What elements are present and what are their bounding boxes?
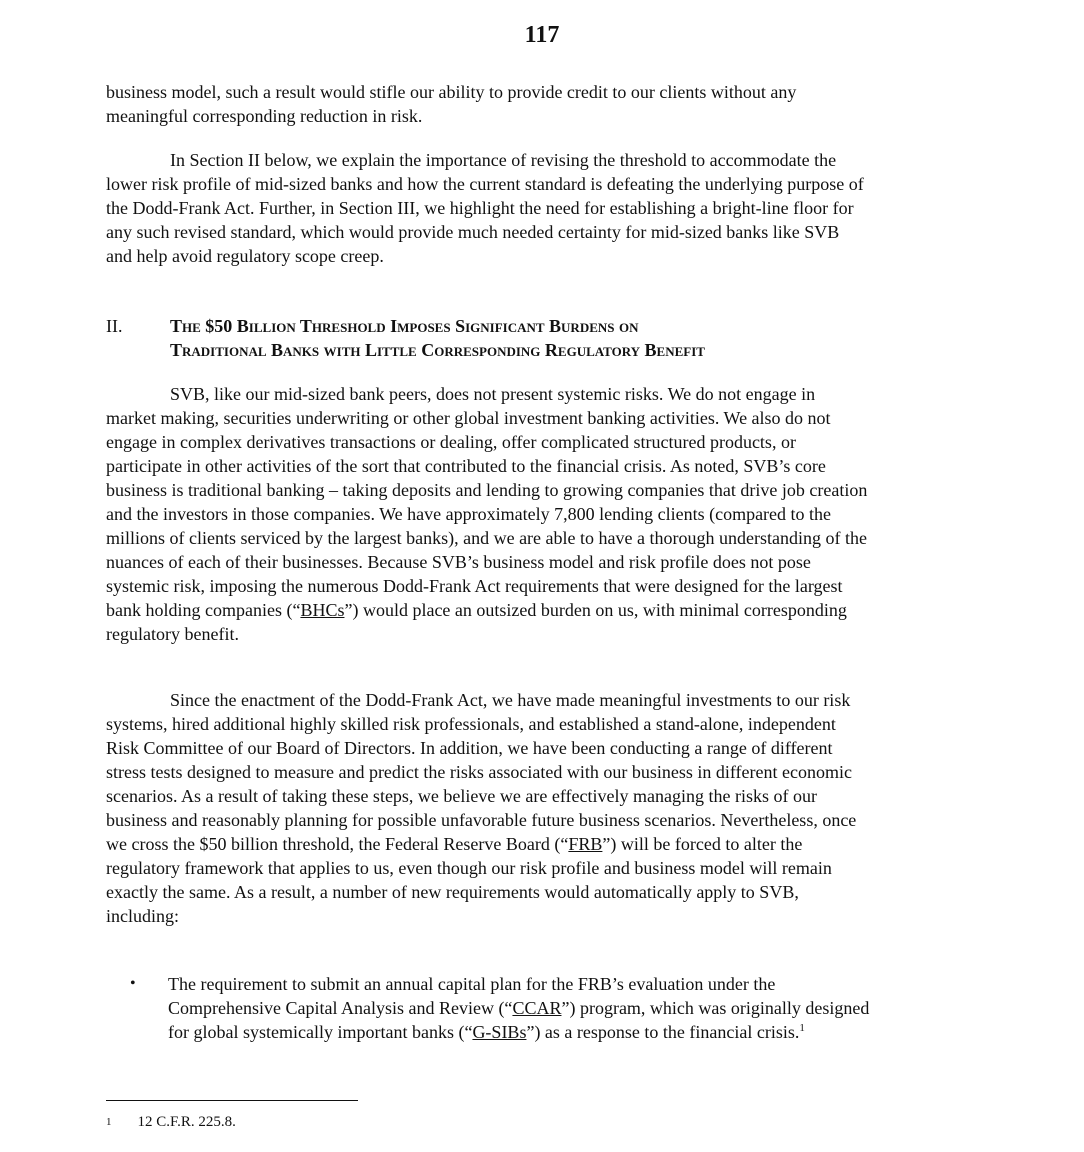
paragraph-1: business model, such a result would stifle our ability to provide credit to our clients without any meaningful corresponding reduction in risk. [106, 82, 797, 126]
bullet-item-1 [130, 972, 870, 1044]
bullet-dot-icon: • [130, 975, 136, 992]
bullet-text-a: The requirement to submit an annual capital plan for the FRB’s evaluation under the Comprehensive Capital Analysis and Review (“ [168, 974, 776, 1018]
footnote-1 [106, 1112, 236, 1132]
paragraph-4-text-a: Since the enactment of the Dodd-Frank Act, we have made meaningful investments to our risk systems, hired additional highly skilled risk professionals, and established a stand-alone, independent Risk Committee of our Board of Directors. In addition, we have been conducting a range of different stress tests designed to measure and predict the risks associated with our business in different economic scenarios. As a result of taking these steps, we believe we are effectively managing the risks of our business and reasonably planning for possible unfavorable future business scenarios. Nevertheless, once we cross the $50 billion threshold, the Federal Reserve Board (“ [106, 690, 857, 854]
section-number: II. [106, 316, 123, 336]
section-title-line-1: The $50 Billion Threshold Imposes Significant Burdens on [170, 316, 639, 336]
bullet-text-b: ”) program, which was originally designed for global systemically important banks (“ [168, 998, 870, 1042]
footnote-divider [106, 1100, 358, 1101]
footnote-number: 1 [106, 1116, 112, 1128]
section-heading [106, 314, 886, 362]
defined-term-bhcs: BHCs [300, 600, 345, 620]
paragraph-2: In Section II below, we explain the importance of revising the threshold to accommodate the lower risk profile of mid-sized banks and how the current standard is defeating the underlying purpose of the Dodd-Frank Act. Further, in Section III, we highlight the need for establishing a bright-line floor for any such revised standard, which would provide much needed certainty for mid-sized banks like SVB and help avoid regulatory scope creep. [106, 150, 864, 266]
defined-term-frb: FRB [568, 834, 603, 854]
paragraph-4 [106, 688, 868, 928]
defined-term-ccar: CCAR [512, 998, 562, 1018]
page-number: 117 [524, 22, 560, 48]
paragraph-4-text-b: ”) will be forced to alter the regulatory framework that applies to us, even though our risk profile and business model will remain exactly the same. As a result, a number of new requirements would automatically apply to SVB, including: [106, 834, 832, 926]
bullet-text-c: ”) as a response to the financial crisis. [526, 1022, 800, 1042]
footnote-text: 12 C.F.R. 225.8. [137, 1114, 236, 1130]
paragraph-3-text-a: SVB, like our mid-sized bank peers, does not present systemic risks. We do not engage in market making, securities underwriting or other global investment banking activities. We also do not engage in complex derivatives transactions or dealing, offer complicated structured products, or participate in other activities of the sort that contributed to the financial crisis. As noted, SVB’s core business is traditional banking – taking deposits and lending to growing companies that drive job creation and the investors in those companies. We have approximately 7,800 lending clients (compared to the millions of clients serviced by the largest banks), and we are able to have a thorough understanding of the nuances of each of their businesses. Because SVB’s business model and risk profile does not pose systemic risk, imposing the numerous Dodd-Frank Act requirements that were designed for the largest bank holding companies (“ [106, 384, 868, 620]
paragraph-3-text-b: ”) would place an outsized burden on us, with minimal corresponding regulatory benefit. [106, 600, 847, 644]
footnote-reference[interactable]: 1 [799, 1022, 805, 1034]
paragraph-3 [106, 382, 868, 646]
defined-term-gsibs: G-SIBs [472, 1022, 527, 1042]
bullet-text [168, 972, 870, 1044]
section-title-line-2: Traditional Banks with Little Corresponding Regulatory Benefit [170, 340, 705, 360]
